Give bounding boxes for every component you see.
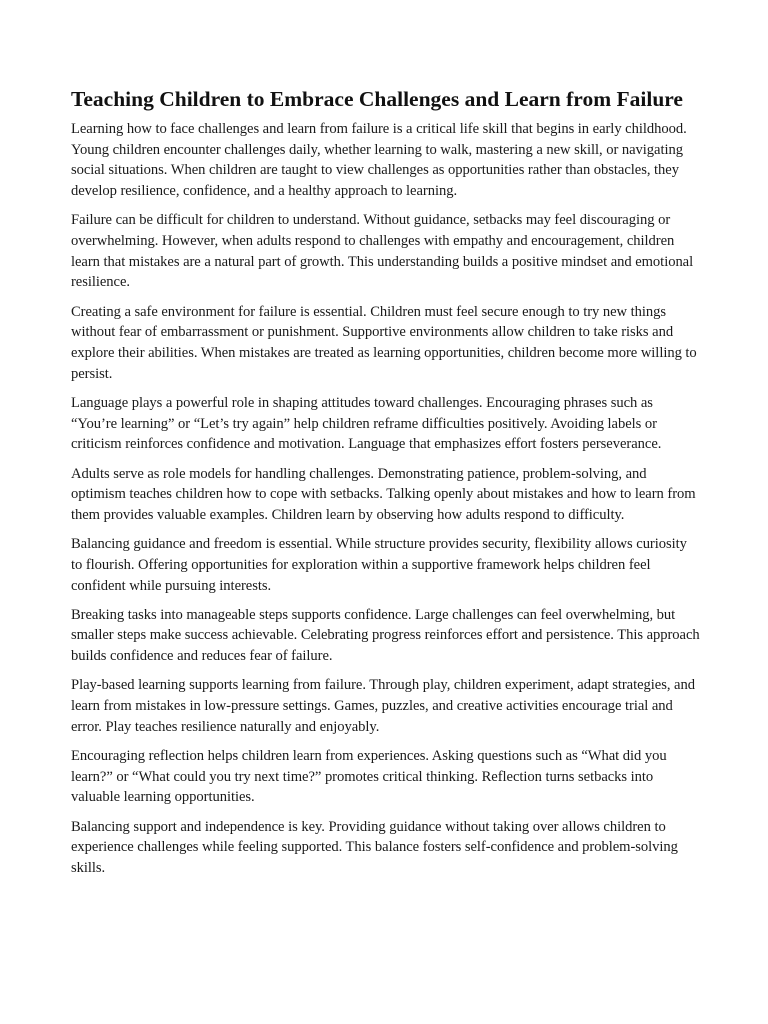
paragraph-7: Breaking tasks into manageable steps supports confidence. Large challenges can feel overwhelming, but smaller steps make success achievable. Celebrating progress reinforces effort and persistence. This approach builds confidence and reduces fear of failure. — [71, 606, 700, 665]
paragraph-8: Play-based learning supports learning from failure. Through play, children experiment, adapt strategies, and learn from mistakes in low-pressure settings. Games, puzzles, and creative activities encourage trial and error. Play teaches resilience naturally and enjoyably. — [71, 677, 695, 735]
paragraph-3: Creating a safe environment for failure is essential. Children must feel secure enough to try new things without fear of embarrassment or punishment. Supportive environments allow children to take risks and explore their abilities. When mistakes are treated as learning opportunities, children become more willing to persist. — [71, 303, 697, 382]
document-title: Teaching Children to Embrace Challenges and Learn from Failure — [71, 87, 683, 111]
paragraph-1: Learning how to face challenges and learn from failure is a critical life skill that begins in early childhood. Young children encounter challenges daily, whether learning to walk, mastering a new skill, or navigating social situations. When children are taught to view challenges as opportunities rather than obstacles, they develop resilience, confidence, and a healthy approach to learning. — [71, 121, 687, 200]
document-page — [71, 86, 701, 887]
paragraph-5: Adults serve as role models for handling challenges. Demonstrating patience, problem-solving, and optimism teaches children how to cope with setbacks. Talking openly about mistakes and how to learn from them provides valuable examples. Children learn by observing how adults respond to difficulty. — [71, 465, 696, 523]
paragraph-2: Failure can be difficult for children to understand. Without guidance, setbacks may feel discouraging or overwhelming. However, when adults respond to challenges with empathy and encouragement, children learn that mistakes are a natural part of growth. This understanding builds a positive mindset and emotional resilience. — [71, 212, 694, 291]
paragraph-10: Balancing support and independence is key. Providing guidance without taking over allows children to experience challenges while feeling supported. This balance fosters self-confidence and problem-solving skills. — [71, 818, 678, 876]
paragraph-4: Language plays a powerful role in shaping attitudes toward challenges. Encouraging phrases such as “You’re learning” or “Let’s try again” help children reframe difficulties positively. Avoiding labels or criticism reinforces confidence and motivation. Language that emphasizes effort fosters perseverance. — [71, 394, 662, 453]
paragraph-6: Balancing guidance and freedom is essential. While structure provides security, flexibility allows curiosity to flourish. Offering opportunities for exploration within a supportive framework helps children feel confident while pursuing interests. — [71, 536, 687, 594]
paragraph-9: Encouraging reflection helps children learn from experiences. Asking questions such as “What did you learn?” or “What could you try next time?” promotes critical thinking. Reflection turns setbacks into valuable learning opportunities. — [71, 747, 667, 806]
